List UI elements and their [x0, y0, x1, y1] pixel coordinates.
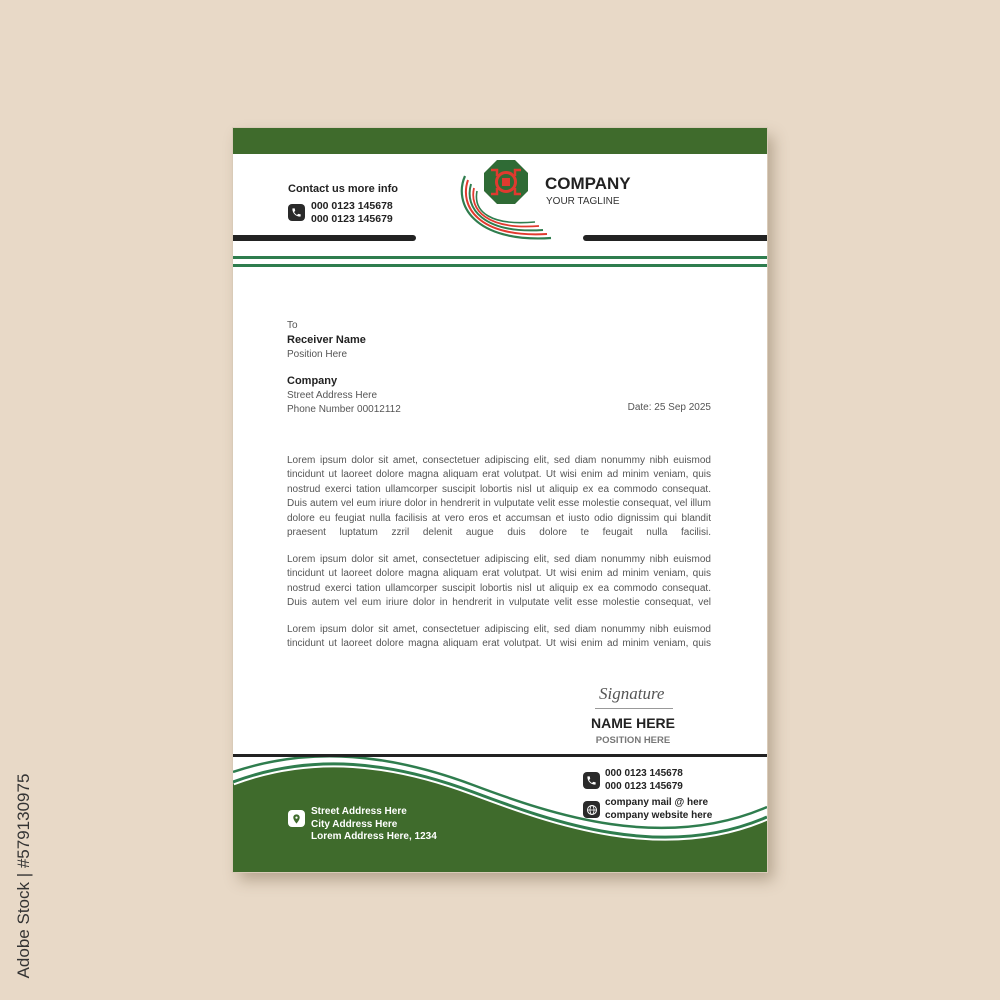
footer-address-3: Lorem Address Here, 1234	[311, 831, 437, 842]
footer-address	[311, 806, 437, 844]
footer-web	[605, 797, 712, 822]
recipient-phone: Phone Number 00012112	[287, 404, 401, 415]
header-phones	[311, 200, 393, 226]
contact-title: Contact us more info	[288, 183, 399, 195]
header-green-rule-1	[233, 256, 767, 259]
header-phone-2: 000 0123 145679	[311, 213, 393, 225]
recipient-street: Street Address Here	[287, 390, 378, 401]
letterhead-page	[233, 128, 767, 872]
header-divider-right	[583, 235, 767, 241]
receiver-name: Receiver Name	[287, 334, 366, 346]
recipient-company: Company	[287, 375, 338, 387]
footer-address-1: Street Address Here	[311, 806, 407, 817]
footer-phone-2: 000 0123 145679	[605, 780, 683, 792]
signature-line	[595, 708, 673, 709]
footer-phone-icon	[583, 772, 600, 789]
footer-mail: company mail @ here	[605, 797, 709, 808]
footer-phone-1: 000 0123 145678	[605, 768, 683, 779]
signature-script: Signature	[599, 684, 665, 703]
header-green-rule-2	[233, 264, 767, 267]
signer-name: NAME HERE	[590, 715, 675, 731]
phone-icon	[288, 204, 305, 221]
location-pin-icon	[288, 810, 305, 827]
body-paragraph-1: Lorem ipsum dolor sit amet, consectetuer adipiscing elit, sed diam nonummy nibh euismod tincidunt ut laoreet dolore magna aliquam erat volutpat. Ut wisi enim ad minim veniam, quis nostrud exerci tation ullamcorper suscipit lobortis nisl ut aliquip ex ea commodo consequat. Duis autem vel eum iriure dolor in hendrerit in vulputate velit esse molestie consequat, vel illum dolore eu feugiat nulla facilisis at vero eros et accumsan et iusto odio dignissim qui blandit praesent luptatum zzril delenit augue duis dolore te feugait nulla facilisi.	[287, 455, 711, 539]
footer-website: company website here	[605, 809, 713, 821]
company-name: COMPANY	[545, 174, 631, 193]
letter-date: Date: 25 Sep 2025	[627, 402, 711, 413]
header-divider-left	[233, 235, 416, 241]
recipient-block	[287, 319, 366, 362]
header-band	[233, 128, 767, 154]
company-block	[287, 374, 401, 417]
globe-icon	[583, 801, 600, 818]
company-tagline: YOUR TAGLINE	[546, 196, 620, 207]
body-paragraph-3: Lorem ipsum dolor sit amet, consectetuer adipiscing elit, sed diam nonummy nibh euismod tincidunt ut laoreet dolore magna aliquam erat volutpat. Ut wisi enim ad minim veniam, quis	[287, 624, 711, 650]
signer-position: POSITION HERE	[595, 735, 671, 746]
stock-id-watermark	[2, 770, 42, 990]
footer-address-2: City Address Here	[311, 818, 398, 830]
footer-phones	[605, 768, 683, 793]
body-paragraph-2: Lorem ipsum dolor sit amet, consectetuer adipiscing elit, sed diam nonummy nibh euismod tincidunt ut laoreet dolore magna aliquam erat volutpat. Ut wisi enim ad minim veniam, quis nostrud exerci tation ullamcorper suscipit lobortis nisl ut aliquip ex ea commodo consequat. Duis autem vel eum iriure dolor in hendrerit in vulputate velit esse molestie consequat, vel	[287, 554, 711, 609]
header-phone-1: 000 0123 145678	[311, 200, 393, 212]
to-label: To	[287, 320, 298, 331]
stock-id-text: Adobe Stock | #579130975	[14, 773, 33, 979]
receiver-position: Position Here	[287, 349, 348, 360]
